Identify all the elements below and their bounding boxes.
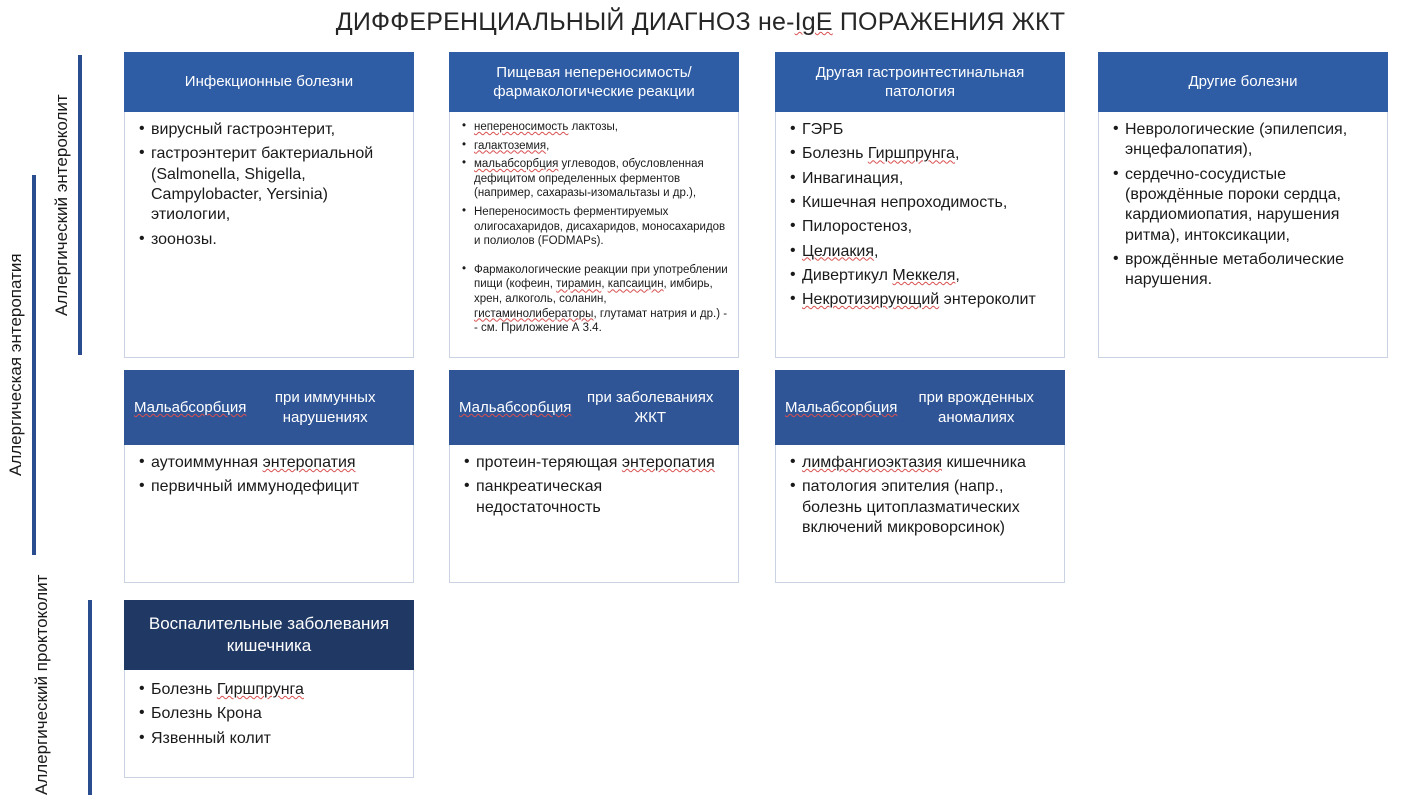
card-other-diseases-body	[1098, 112, 1388, 358]
card-other-diseases	[1098, 52, 1388, 358]
list-item: • первичный иммунодефицит	[137, 477, 403, 497]
list-item: • непереносимость лактозы,	[460, 120, 730, 135]
rail-bar-enterocolitis	[78, 55, 82, 355]
card-malabs-gi	[449, 370, 739, 583]
card-other-gi	[775, 52, 1065, 358]
list-item: • Язвенный колит	[137, 729, 403, 749]
list-item: • лимфангиоэктазия кишечника	[788, 453, 1054, 473]
rail-label-enterocolitis: Аллергический энтероколит	[52, 94, 71, 316]
list-item: • панкреатическая недостаточность	[462, 477, 728, 518]
list-item: • Пилоростеноз,	[788, 217, 1054, 237]
card-malabs-congenital-header: Мальабсорбция при врожденных аномалиях	[775, 370, 1065, 445]
list-item: • Болезнь Гиршпрунга,	[788, 144, 1054, 164]
rail-label-enteropathy: Аллергическая энтеропатия	[6, 253, 25, 477]
card-infectious-header: Инфекционные болезни	[124, 52, 414, 112]
card-infectious-list	[137, 120, 403, 250]
card-malabs-gi-list	[462, 453, 728, 518]
card-other-gi-body	[775, 112, 1065, 358]
card-food-intolerance-list-2	[460, 263, 730, 336]
card-malabs-immune-header: Мальабсорбция при иммунных нарушениях	[124, 370, 414, 445]
list-item: • патология эпителия (напр., болезнь цитоплазматических включений микроворсинок)	[788, 477, 1054, 538]
rail-bar-proctocolitis	[88, 600, 92, 795]
list-item: • мальабсорбция углеводов, обусловленная дефицитом определенных ферментов (например, сахаразы-изомальтазы и др.),	[460, 157, 730, 201]
card-malabs-immune-list	[137, 453, 403, 498]
card-infectious	[124, 52, 414, 358]
card-food-intolerance-header: Пищевая непереносимость/ фармакологические реакции	[449, 52, 739, 112]
card-malabs-immune-body	[124, 445, 414, 583]
card-other-diseases-list	[1111, 120, 1377, 291]
list-item: • зоонозы.	[137, 230, 403, 250]
list-item: • Некротизирующий энтероколит	[788, 290, 1054, 310]
list-item: • вирусный гастроэнтерит,	[137, 120, 403, 140]
card-ibd-list	[137, 680, 403, 749]
card-infectious-body	[124, 112, 414, 358]
list-item: • Болезнь Гиршпрунга	[137, 680, 403, 700]
list-item: • гастроэнтерит бактериальной (Salmonella, Shigella, Campylobacter, Yersinia) этиологии,	[137, 144, 403, 225]
card-malabs-immune	[124, 370, 414, 583]
list-item: • Инвагинация,	[788, 169, 1054, 189]
list-item: • ГЭРБ	[788, 120, 1054, 140]
list-item: • Целиакия,	[788, 242, 1054, 262]
list-item: • аутоиммунная энтеропатия	[137, 453, 403, 473]
list-item: • Непереносимость ферментируемых олигосахаридов, дисахаридов, моносахаридов и полиолов (FODMAPs).	[460, 205, 730, 249]
card-malabs-congenital-list	[788, 453, 1054, 538]
list-item: • сердечно-сосудистые (врождённые пороки сердца, кардиомиопатия, нарушения ритма), интоксикации,	[1111, 165, 1377, 246]
card-other-gi-header: Другая гастроинтестинальная патология	[775, 52, 1065, 112]
list-item: • Кишечная непроходимость,	[788, 193, 1054, 213]
card-malabs-gi-header: Мальабсорбция при заболеваниях ЖКТ	[449, 370, 739, 445]
rail-label-proctocolitis: Аллергический проктоколит	[32, 574, 51, 795]
list-item: • врождённые метаболические нарушения.	[1111, 250, 1377, 291]
card-malabs-gi-body	[449, 445, 739, 583]
card-ibd-header: Воспалительные заболевания кишечника	[124, 600, 414, 670]
card-ibd	[124, 600, 414, 778]
card-food-intolerance-list	[460, 120, 730, 249]
page-title	[0, 8, 1401, 37]
list-item: • Фармакологические реакции при употреблении пищи (кофеин, тирамин, капсаицин, имбирь, хрен, алкоголь, соланин, гистаминолибераторы, глутамат натрия и др.) -- см. Приложение А 3.4.	[460, 263, 730, 336]
card-malabs-congenital	[775, 370, 1065, 583]
list-item: • протеин-теряющая энтеропатия	[462, 453, 728, 473]
rail-bar-enteropathy	[32, 175, 36, 555]
card-food-intolerance-body	[449, 112, 739, 358]
card-other-gi-list	[788, 120, 1054, 311]
card-other-diseases-header: Другие болезни	[1098, 52, 1388, 112]
list-item: • галактоземия,	[460, 139, 730, 154]
list-item: • Дивертикул Меккеля,	[788, 266, 1054, 286]
card-malabs-congenital-body	[775, 445, 1065, 583]
list-item: • Болезнь Крона	[137, 704, 403, 724]
page-title-text: ДИФФЕРЕНЦИАЛЬНЫЙ ДИАГНОЗ не-IgE ПОРАЖЕНИЯ ЖКТ	[335, 8, 1066, 36]
list-item: • Неврологические (эпилепсия, энцефалопатия),	[1111, 120, 1377, 161]
card-ibd-body	[124, 670, 414, 778]
card-food-intolerance	[449, 52, 739, 358]
